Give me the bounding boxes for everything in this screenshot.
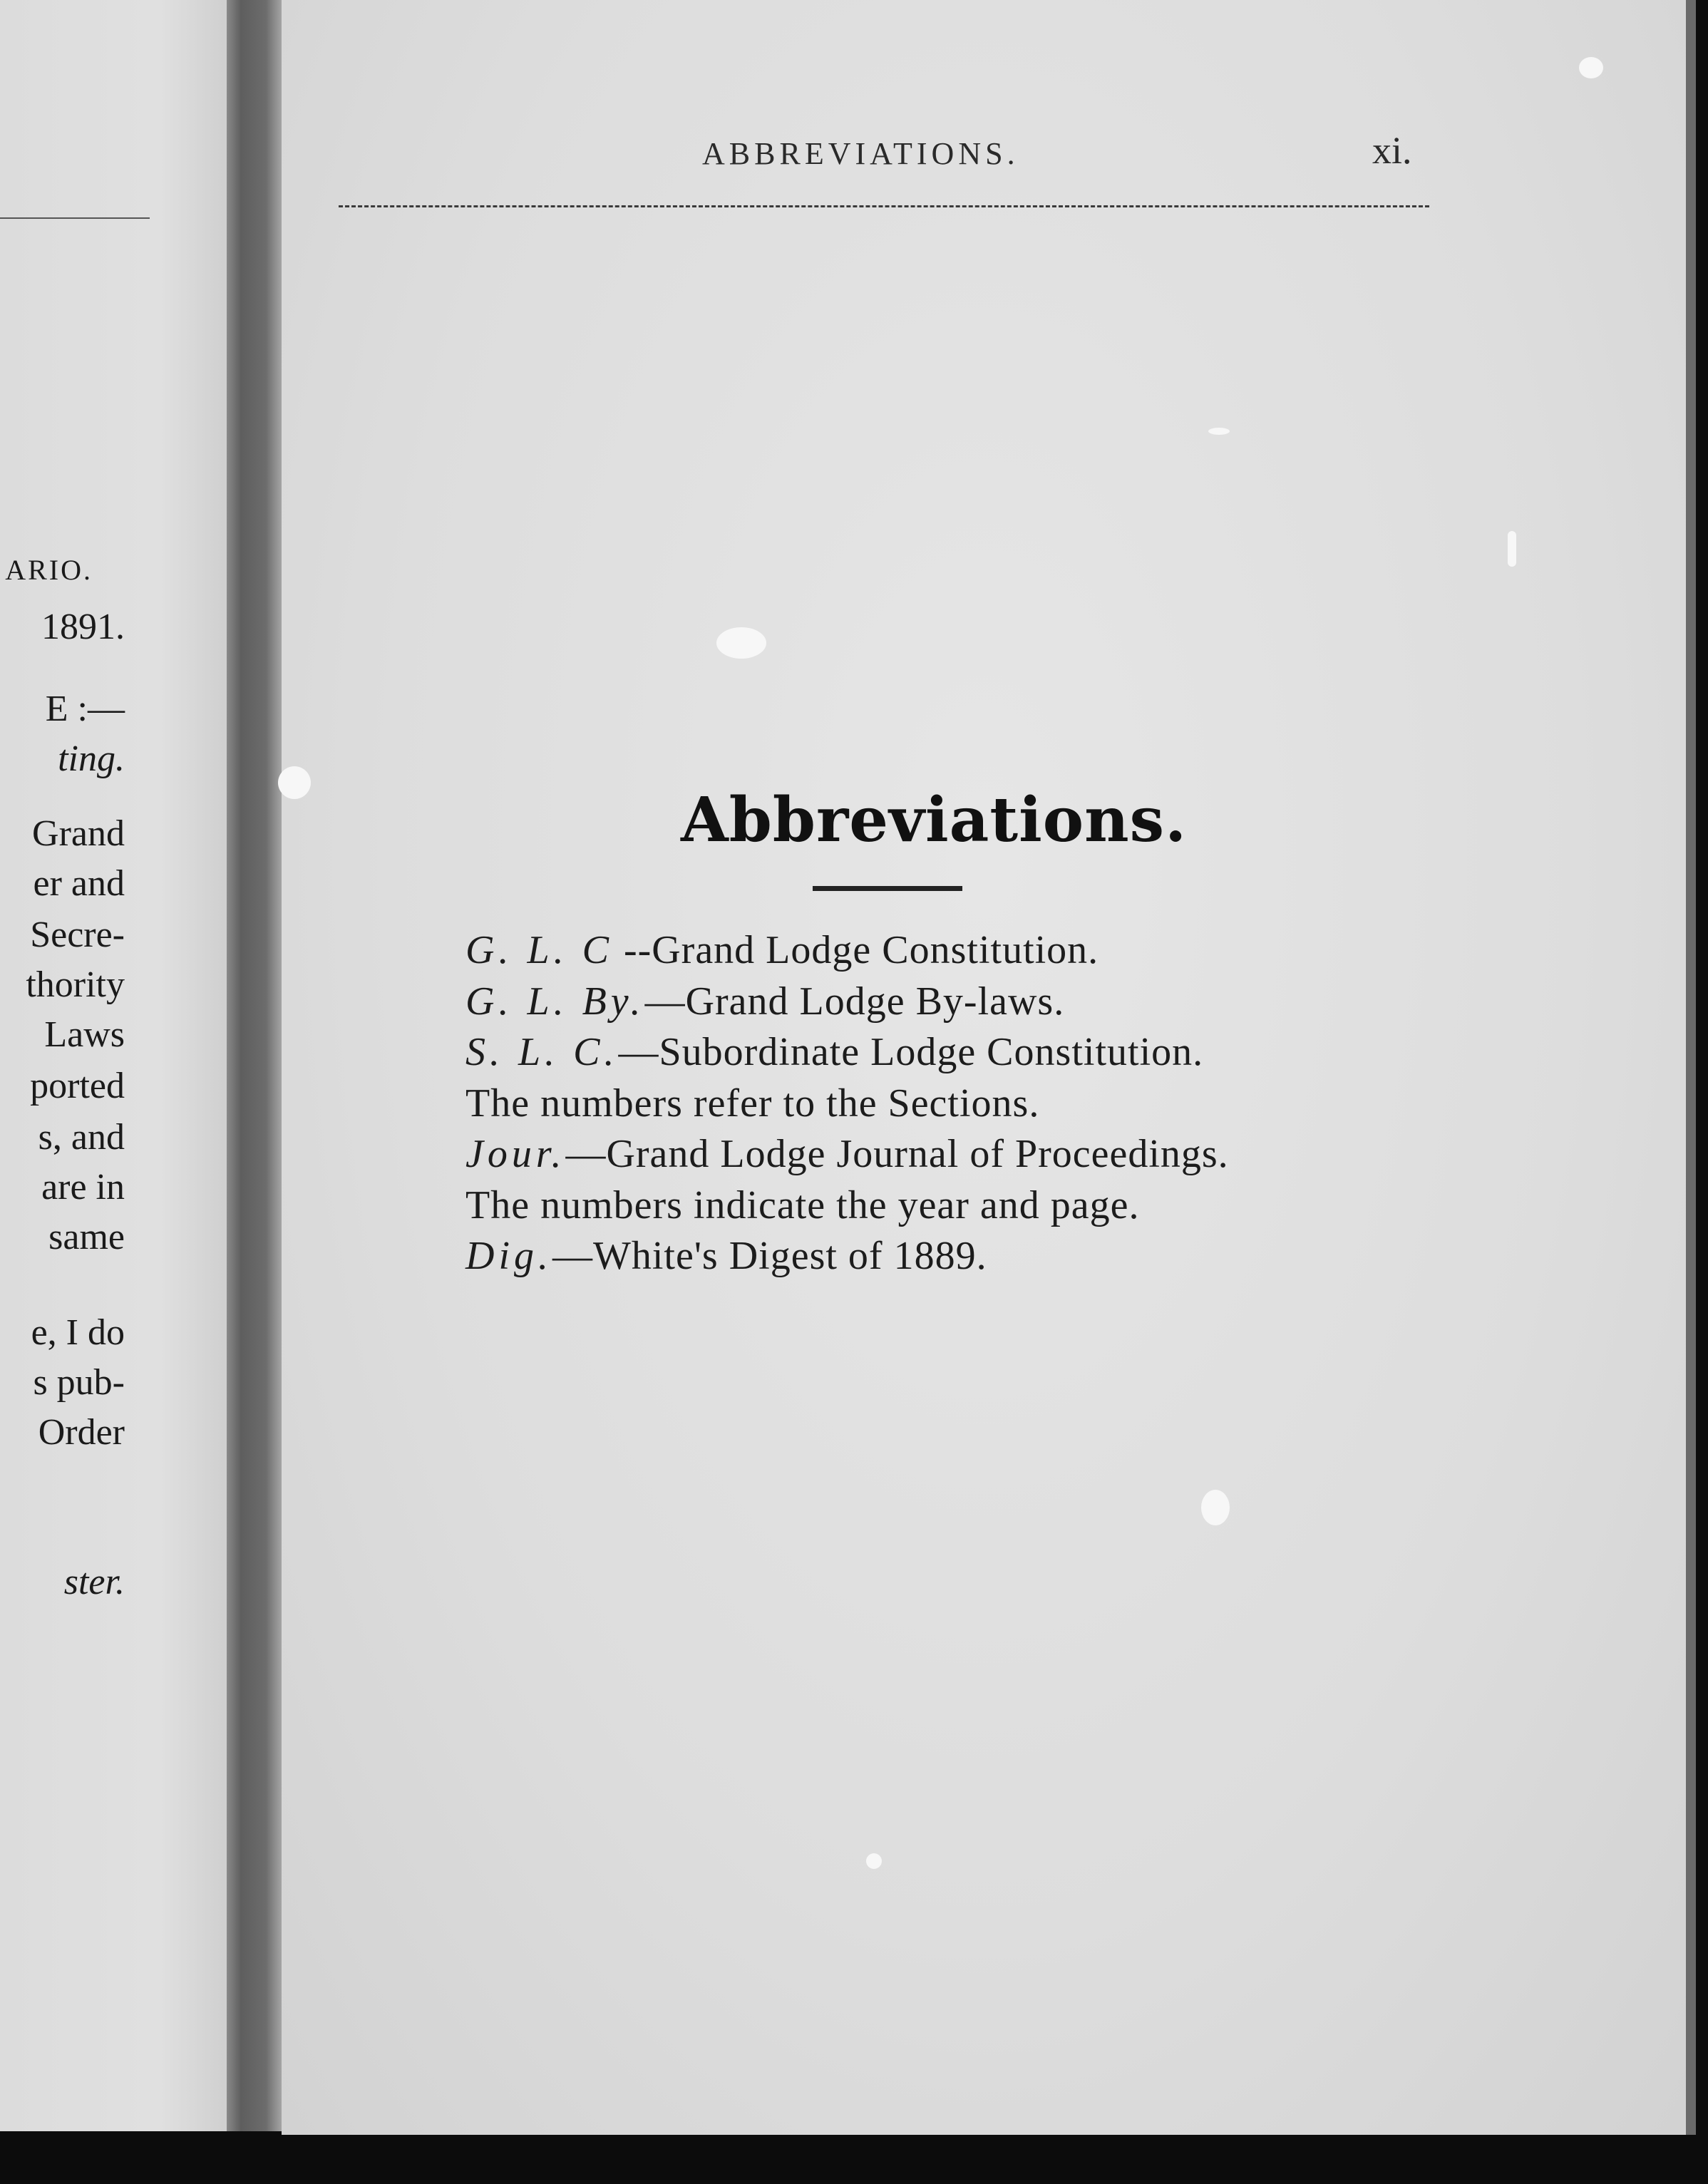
- entry-text: —Grand Lodge Journal of Proceedings.: [565, 1132, 1229, 1176]
- entry-text: —White's Digest of 1889.: [552, 1234, 987, 1278]
- previous-page-line: E :—: [45, 689, 125, 729]
- paper-speck: [1579, 57, 1603, 78]
- entry-abbreviation: S. L. C.: [465, 1030, 619, 1074]
- previous-page-line: Grand: [32, 813, 125, 854]
- abbreviation-entry: [465, 925, 1463, 977]
- entry-text: —Grand Lodge By-laws.: [644, 979, 1065, 1024]
- running-head: ABBREVIATIONS.: [702, 136, 1019, 171]
- header-rule: [339, 205, 1429, 207]
- abbreviation-entry: [465, 1129, 1463, 1180]
- paper-speck: [1201, 1490, 1230, 1525]
- paper-speck: [866, 1853, 882, 1869]
- previous-page-line: thority: [26, 964, 125, 1005]
- previous-page-header-rule: [0, 217, 150, 219]
- previous-page-line: ported: [30, 1066, 125, 1106]
- paper-speck: [1208, 428, 1230, 435]
- abbreviation-entry: [465, 977, 1463, 1028]
- paper-speck: [278, 766, 311, 799]
- previous-page-line: er and: [33, 863, 125, 904]
- entry-text: The numbers refer to the Sections.: [465, 1081, 1040, 1126]
- previous-page-line: Laws: [44, 1014, 125, 1055]
- entry-abbreviation: G. L. C: [465, 928, 613, 972]
- entry-text: —Subordinate Lodge Constitution.: [618, 1030, 1204, 1074]
- abbreviation-list: [465, 925, 1463, 1282]
- previous-page-line: s, and: [38, 1117, 125, 1158]
- abbreviation-entry: [465, 1231, 1463, 1282]
- abbreviation-note: [465, 1078, 1463, 1130]
- paper-speck: [716, 627, 766, 659]
- previous-page-line: are in: [41, 1167, 125, 1207]
- entry-abbreviation: G. L. By.: [465, 979, 645, 1024]
- previous-page-line: same: [48, 1217, 125, 1257]
- section-title: Abbreviations.: [681, 784, 1188, 856]
- previous-page-line: ting.: [58, 738, 125, 779]
- title-rule: [813, 886, 962, 891]
- paper-speck: [1508, 531, 1516, 567]
- previous-page-line: ARIO.: [5, 554, 93, 586]
- entry-text: --Grand Lodge Constitution.: [612, 928, 1099, 972]
- page: [282, 0, 1696, 2135]
- entry-text: The numbers indicate the year and page.: [465, 1183, 1140, 1227]
- entry-abbreviation: Jour.: [465, 1132, 566, 1176]
- previous-page-line: 1891.: [41, 607, 125, 647]
- page-number: xi.: [1372, 129, 1412, 172]
- abbreviation-entry: [465, 1027, 1463, 1078]
- previous-page-line: ster.: [63, 1562, 125, 1602]
- previous-page-strip: [0, 0, 228, 2131]
- abbreviation-note: [465, 1180, 1463, 1232]
- previous-page-line: s pub-: [33, 1362, 125, 1403]
- previous-page-line: e, I do: [31, 1312, 125, 1353]
- previous-page-line: Order: [38, 1412, 125, 1453]
- entry-abbreviation: Dig.: [465, 1234, 552, 1278]
- previous-page-line: Secre-: [30, 915, 125, 955]
